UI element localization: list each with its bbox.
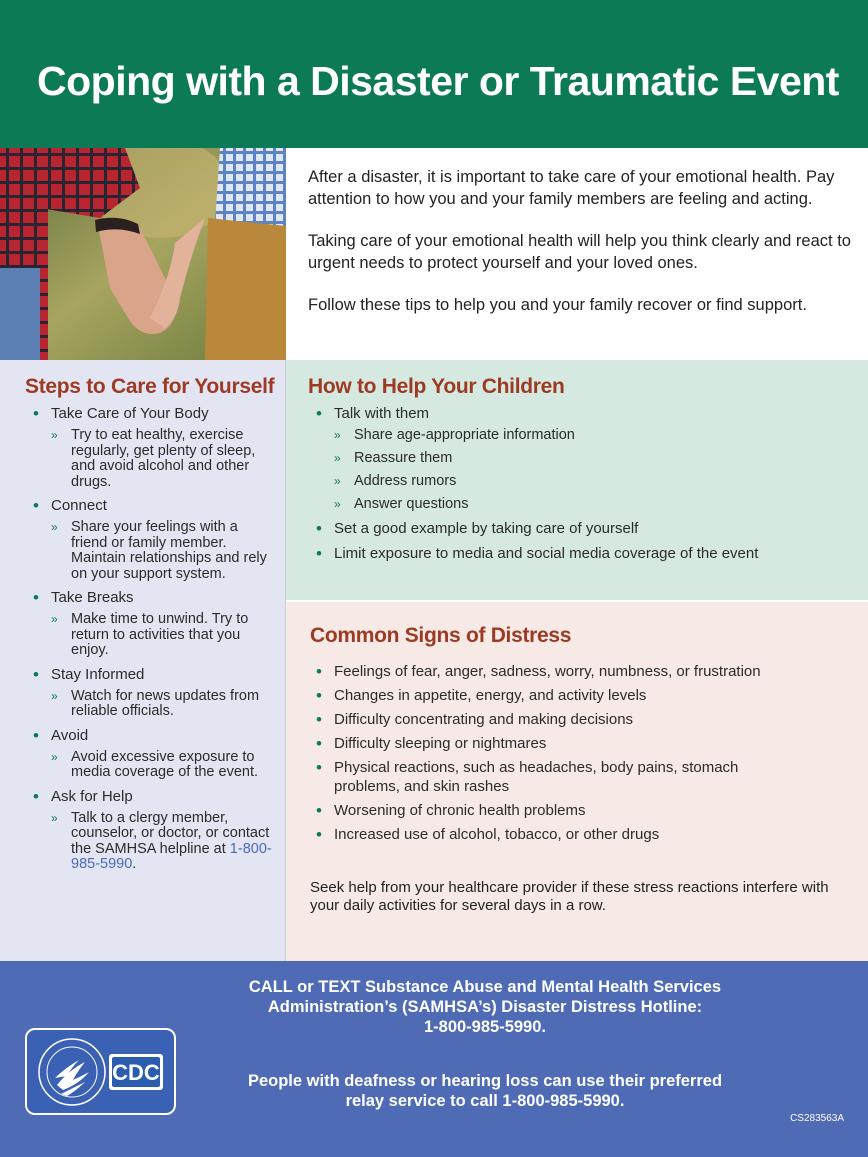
hhs-seal-icon (39, 1039, 105, 1105)
intro-text (308, 166, 858, 336)
intro-paragraph-2: Taking care of your emotional health will help you think clearly and react to urgent needs to protect yourself and your loved ones. (308, 232, 851, 272)
list-item (25, 726, 275, 781)
holding-hands-photo (0, 148, 286, 360)
distress-title: Common Signs of Distress (310, 624, 572, 647)
cdc-logo (109, 1054, 163, 1090)
logo-art (27, 1030, 174, 1113)
logo-box (25, 1028, 176, 1115)
relay-line: People with deafness or hearing loss can use their preferred (247, 1072, 723, 1090)
list-item: • Increased use of alcohol, tobacco, or other drugs (308, 825, 808, 844)
page-title: Coping with a Disaster or Traumatic Event (37, 58, 839, 104)
list-item (25, 404, 275, 490)
list-item: • Limit exposure to media and social media coverage of the event (308, 544, 858, 563)
list-item: • Changes in appetite, energy, and activity levels (308, 686, 808, 705)
children-subitem: » Address rumors (334, 473, 858, 489)
self-care-subitem: » Share your feelings with a friend or family member. Maintain relationships and rely on your support system. (51, 520, 275, 582)
self-care-item-label: Take Care of Your Body (51, 405, 209, 422)
children-subitem: » Share age-appropriate information (334, 427, 858, 443)
list-item: • Feelings of fear, anger, sadness, worry, numbness, or frustration (308, 662, 808, 681)
hotline-line: CALL or TEXT Substance Abuse and Mental Health Services (248, 978, 722, 996)
hotline-line: Administration’s (SAMHSA’s) Disaster Distress Hotline: (267, 998, 703, 1016)
list-item (25, 588, 275, 659)
distress-list (308, 662, 808, 849)
hotline-text (200, 977, 770, 1037)
children-subitem: » Reassure them (334, 450, 858, 466)
children-item-label: Talk with them (334, 405, 430, 422)
list-item (25, 787, 275, 873)
self-care-subitem (51, 811, 275, 873)
children-subitem: » Answer questions (334, 496, 858, 512)
intro-paragraph-1: After a disaster, it is important to take care of your emotional health. Pay attention to how you and your family members are feeling and acting. (308, 168, 835, 208)
list-item (25, 665, 275, 720)
self-care-title: Steps to Care for Yourself (25, 375, 275, 398)
seek-help-text: Seek help from your healthcare provider if these stress reactions interfere with your daily activities for several days in a row. (310, 879, 829, 914)
self-care-list (25, 404, 275, 879)
relay-text (200, 1071, 770, 1111)
list-item: • Physical reactions, such as headaches, body pains, stomach problems, and skin rashes (308, 758, 808, 796)
children-list (308, 404, 858, 569)
self-care-subitem: » Make time to unwind. Try to return to activities that you enjoy. (51, 612, 275, 659)
self-care-subitem: » Try to eat healthy, exercise regularly, get plenty of sleep, and avoid alcohol and other drugs. (51, 428, 275, 490)
list-item: • Set a good example by taking care of yourself (308, 519, 858, 538)
list-item: • Difficulty concentrating and making decisions (308, 710, 808, 729)
panel-divider (285, 360, 286, 961)
self-care-item-label: Stay Informed (51, 665, 145, 683)
self-care-subitem: » Avoid excessive exposure to media coverage of the event. (51, 750, 275, 781)
self-care-item-label: Connect (51, 497, 107, 514)
intro-paragraph-3: Follow these tips to help you and your family recover or find support. (308, 296, 807, 314)
list-item: • Difficulty sleeping or nightmares (308, 734, 808, 753)
help-text: Talk to a clergy member, counselor, or doctor, or contact the SAMHSA helpline at (71, 809, 270, 857)
self-care-item-label: Take Breaks (51, 589, 134, 606)
self-care-subitem: » Watch for news updates from reliable officials. (51, 689, 275, 720)
list-item (308, 404, 858, 512)
self-care-item-label: Ask for Help (51, 787, 133, 805)
document-code: CS283563A (790, 1113, 844, 1124)
cdc-logo-text: CDC (112, 1060, 160, 1085)
children-title: How to Help Your Children (308, 375, 565, 398)
list-item (25, 496, 275, 582)
help-text-tail: . (132, 856, 137, 872)
header-banner (0, 0, 868, 148)
photo-illustration (0, 148, 286, 360)
self-care-item-label: Avoid (51, 726, 89, 744)
hotline-phone[interactable]: 1-800-985-5990. (423, 1018, 546, 1036)
list-item: • Worsening of chronic health problems (308, 801, 808, 820)
relay-line: relay service to call 1-800-985-5990. (345, 1092, 625, 1110)
helpline-phone-link[interactable]: 1-800-985-5990 (71, 840, 272, 872)
